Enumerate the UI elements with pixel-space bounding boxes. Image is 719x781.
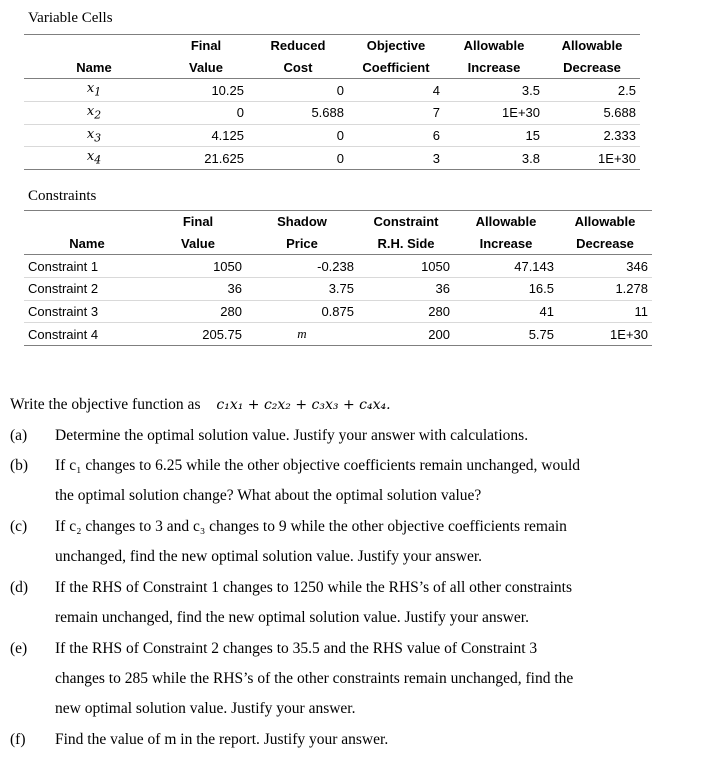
question-d <box>0 573 719 633</box>
question-label: (e) <box>10 640 28 657</box>
final-value: 21.625 <box>164 147 248 170</box>
table-row <box>24 278 652 301</box>
objective-coefficient: 3 <box>348 147 444 170</box>
variable-cells-title: Variable Cells <box>28 10 113 26</box>
allowable-decrease: 1E+30 <box>544 147 640 170</box>
c-header-top-5: Allowable <box>558 211 652 233</box>
question-text <box>55 573 665 633</box>
question-line: unchanged, find the new optimal solution value. Justify your answer. <box>55 548 483 565</box>
table-row <box>24 79 640 102</box>
vc-header-cost: Cost <box>248 57 348 79</box>
question-label: (f) <box>10 731 26 748</box>
variable-cells-table <box>24 34 640 170</box>
objective-intro <box>10 390 690 420</box>
question-text <box>55 451 665 511</box>
question-text <box>55 725 665 755</box>
allowable-increase: 1E+30 <box>444 102 544 125</box>
question-line: changes to 285 while the RHS’s of the other constraints remain unchanged, find the <box>55 670 574 687</box>
allowable-decrease: 346 <box>558 255 652 278</box>
allowable-decrease: 5.688 <box>544 102 640 125</box>
vc-header-top-1: Final <box>164 35 248 57</box>
constraint-name: Constraint 2 <box>24 278 150 301</box>
c-header-top-2: Shadow <box>246 211 358 233</box>
table-row <box>24 323 652 346</box>
final-value: 280 <box>150 300 246 323</box>
shadow-price: -0.238 <box>246 255 358 278</box>
objective-coefficient: 6 <box>348 124 444 147</box>
allowable-increase: 3.8 <box>444 147 544 170</box>
allowable-increase: 15 <box>444 124 544 147</box>
final-value: 10.25 <box>164 79 248 102</box>
shadow-price: m <box>246 323 358 346</box>
reduced-cost: 0 <box>248 79 348 102</box>
question-line: new optimal solution value. Justify your answer. <box>55 700 356 717</box>
c-header-top-3: Constraint <box>358 211 454 233</box>
question-line: If c₂ changes to 3 and c₃ changes to 9 while the other objective coefficients remain <box>55 518 567 535</box>
table-row <box>24 102 640 125</box>
variable-name: $x_2$ <box>24 102 164 125</box>
shadow-price: 0.875 <box>246 300 358 323</box>
c-header-top-4: Allowable <box>454 211 558 233</box>
objective-intro-text: Write the objective function as <box>10 396 201 413</box>
constraint-rhs: 36 <box>358 278 454 301</box>
constraint-name: Constraint 4 <box>24 323 150 346</box>
final-value: 36 <box>150 278 246 301</box>
table-row <box>24 255 652 278</box>
constraint-rhs: 280 <box>358 300 454 323</box>
question-label: (c) <box>10 518 28 535</box>
final-value: 0 <box>164 102 248 125</box>
vc-header-coefficient: Coefficient <box>348 57 444 79</box>
question-f <box>0 725 719 755</box>
final-value: 4.125 <box>164 124 248 147</box>
question-line: If c₁ changes to 6.25 while the other objective coefficients remain unchanged, would <box>55 457 581 474</box>
variable-name: $x_1$ <box>24 79 164 102</box>
constraint-name: Constraint 1 <box>24 255 150 278</box>
question-text <box>55 421 665 451</box>
vc-header-value: Value <box>164 57 248 79</box>
question-text <box>55 512 665 572</box>
constraints-title: Constraints <box>28 188 97 204</box>
constraint-rhs: 1050 <box>358 255 454 278</box>
allowable-increase: 41 <box>454 300 558 323</box>
allowable-decrease: 1E+30 <box>558 323 652 346</box>
vc-header-increase: Increase <box>444 57 544 79</box>
reduced-cost: 0 <box>248 147 348 170</box>
variable-name: $x_3$ <box>24 124 164 147</box>
vc-header-top-0 <box>24 35 164 57</box>
c-header-rhs: R.H. Side <box>358 233 454 255</box>
shadow-price: 3.75 <box>246 278 358 301</box>
question-b <box>0 451 719 511</box>
constraints-table <box>24 210 652 346</box>
constraint-name: Constraint 3 <box>24 300 150 323</box>
question-text <box>55 634 665 724</box>
question-line: Determine the optimal solution value. Justify your answer with calculations. <box>55 427 529 444</box>
reduced-cost: 0 <box>248 124 348 147</box>
table-row <box>24 124 640 147</box>
objective-formula: c₁x₁ + c₂x₂ + c₃x₃ + c₄x₄. <box>216 397 391 413</box>
c-header-top-1: Final <box>150 211 246 233</box>
question-line: the optimal solution change? What about the optimal solution value? <box>55 487 482 504</box>
allowable-increase: 3.5 <box>444 79 544 102</box>
final-value: 205.75 <box>150 323 246 346</box>
final-value: 1050 <box>150 255 246 278</box>
allowable-decrease: 2.5 <box>544 79 640 102</box>
question-line: Find the value of m in the report. Justify your answer. <box>55 731 389 748</box>
table-row <box>24 300 652 323</box>
objective-coefficient: 4 <box>348 79 444 102</box>
allowable-increase: 47.143 <box>454 255 558 278</box>
question-label: (a) <box>10 427 28 444</box>
question-label: (b) <box>10 457 29 474</box>
objective-coefficient: 7 <box>348 102 444 125</box>
vc-header-top-4: Allowable <box>444 35 544 57</box>
allowable-decrease: 2.333 <box>544 124 640 147</box>
c-header-top-0 <box>24 211 150 233</box>
variable-name: $x_4$ <box>24 147 164 170</box>
c-header-increase: Increase <box>454 233 558 255</box>
table-row <box>24 147 640 170</box>
question-e <box>0 634 719 724</box>
question-label: (d) <box>10 579 29 596</box>
question-a <box>0 421 719 451</box>
c-header-name: Name <box>24 233 150 255</box>
vc-header-name: Name <box>24 57 164 79</box>
allowable-increase: 5.75 <box>454 323 558 346</box>
vc-header-top-5: Allowable <box>544 35 640 57</box>
c-header-price: Price <box>246 233 358 255</box>
allowable-decrease: 1.278 <box>558 278 652 301</box>
c-header-value: Value <box>150 233 246 255</box>
question-c <box>0 512 719 572</box>
c-header-decrease: Decrease <box>558 233 652 255</box>
question-line: remain unchanged, find the new optimal solution value. Justify your answer. <box>55 609 529 626</box>
vc-header-decrease: Decrease <box>544 57 640 79</box>
allowable-increase: 16.5 <box>454 278 558 301</box>
vc-header-top-3: Objective <box>348 35 444 57</box>
reduced-cost: 5.688 <box>248 102 348 125</box>
allowable-decrease: 11 <box>558 300 652 323</box>
question-line: If the RHS of Constraint 2 changes to 35.5 and the RHS value of Constraint 3 <box>55 640 538 657</box>
vc-header-top-2: Reduced <box>248 35 348 57</box>
constraint-rhs: 200 <box>358 323 454 346</box>
question-line: If the RHS of Constraint 1 changes to 1250 while the RHS’s of all other constraints <box>55 579 573 596</box>
